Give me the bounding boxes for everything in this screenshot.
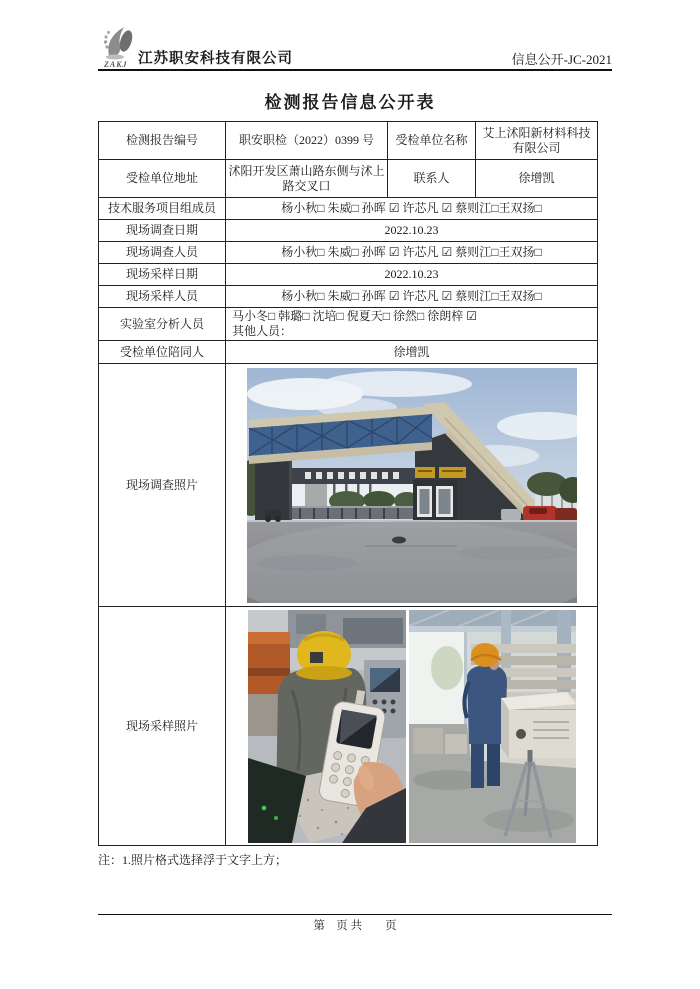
report-no-value: 职安职检（2022）0399 号 <box>226 122 388 160</box>
survey-date-label: 现场调查日期 <box>99 220 226 242</box>
survey-staff-label: 现场调查人员 <box>99 242 226 264</box>
survey-photo-label: 现场调查照片 <box>99 364 226 607</box>
lab-staff-label: 实验室分析人员 <box>99 308 226 341</box>
survey-staff-members: 杨小秋□ 朱威□ 孙晖 ☑ 许芯凡 ☑ 蔡则江□王双扬□ <box>226 242 598 264</box>
sampling-date-value: 2022.10.23 <box>226 264 598 286</box>
site-sampling-photo-right <box>409 610 576 843</box>
note-text: 注：1.照片格式选择浮于文字上方； <box>98 853 288 867</box>
lab-staff-line1: 马小冬□ 韩璐□ 沈培□ 倪夏天□ 徐然□ 徐朗梓 ☑ <box>232 309 477 323</box>
page-number-text: 第 页 共 页 <box>313 920 397 932</box>
sampling-staff-label: 现场采样人员 <box>99 286 226 308</box>
unit-addr-label: 受检单位地址 <box>99 160 226 198</box>
doc-code: 信息公开-JC-2021 <box>511 52 612 67</box>
sampling-photo-cell <box>226 607 598 846</box>
tech-team-members: 杨小秋□ 朱威□ 孙晖 ☑ 许芯凡 ☑ 蔡则江□王双扬□ <box>226 198 598 220</box>
report-table <box>98 121 598 846</box>
report-no-label: 检测报告编号 <box>99 122 226 160</box>
sampling-date-label: 现场采样日期 <box>99 264 226 286</box>
survey-date-value: 2022.10.23 <box>226 220 598 242</box>
survey-photo-cell <box>226 364 598 607</box>
site-survey-photo <box>247 368 577 603</box>
unit-addr-value: 沭阳开发区萧山路东侧与沭上路交叉口 <box>226 160 388 198</box>
tech-team-label: 技术服务项目组成员 <box>99 198 226 220</box>
footer-divider <box>98 914 612 915</box>
site-sampling-photo-left <box>248 610 406 843</box>
page-title: 检测报告信息公开表 <box>264 93 436 112</box>
lab-staff-members <box>226 308 598 341</box>
escort-value: 徐增凯 <box>226 341 598 364</box>
header-divider <box>98 69 612 71</box>
company-name: 江苏职安科技有限公司 <box>138 51 293 67</box>
lab-staff-line2: 其他人员： <box>232 324 293 338</box>
sampling-photo-label: 现场采样照片 <box>99 607 226 846</box>
company-logo-icon <box>99 24 139 70</box>
unit-name-value: 艾上沭阳新材料科技有限公司 <box>476 122 598 160</box>
contact-label: 联系人 <box>388 160 476 198</box>
sampling-staff-members: 杨小秋□ 朱威□ 孙晖 ☑ 许芯凡 ☑ 蔡则江□王双扬□ <box>226 286 598 308</box>
escort-label: 受检单位陪同人 <box>99 341 226 364</box>
logo-text: ZAKJ <box>104 60 128 69</box>
unit-name-label: 受检单位名称 <box>388 122 476 160</box>
contact-value: 徐增凯 <box>476 160 598 198</box>
